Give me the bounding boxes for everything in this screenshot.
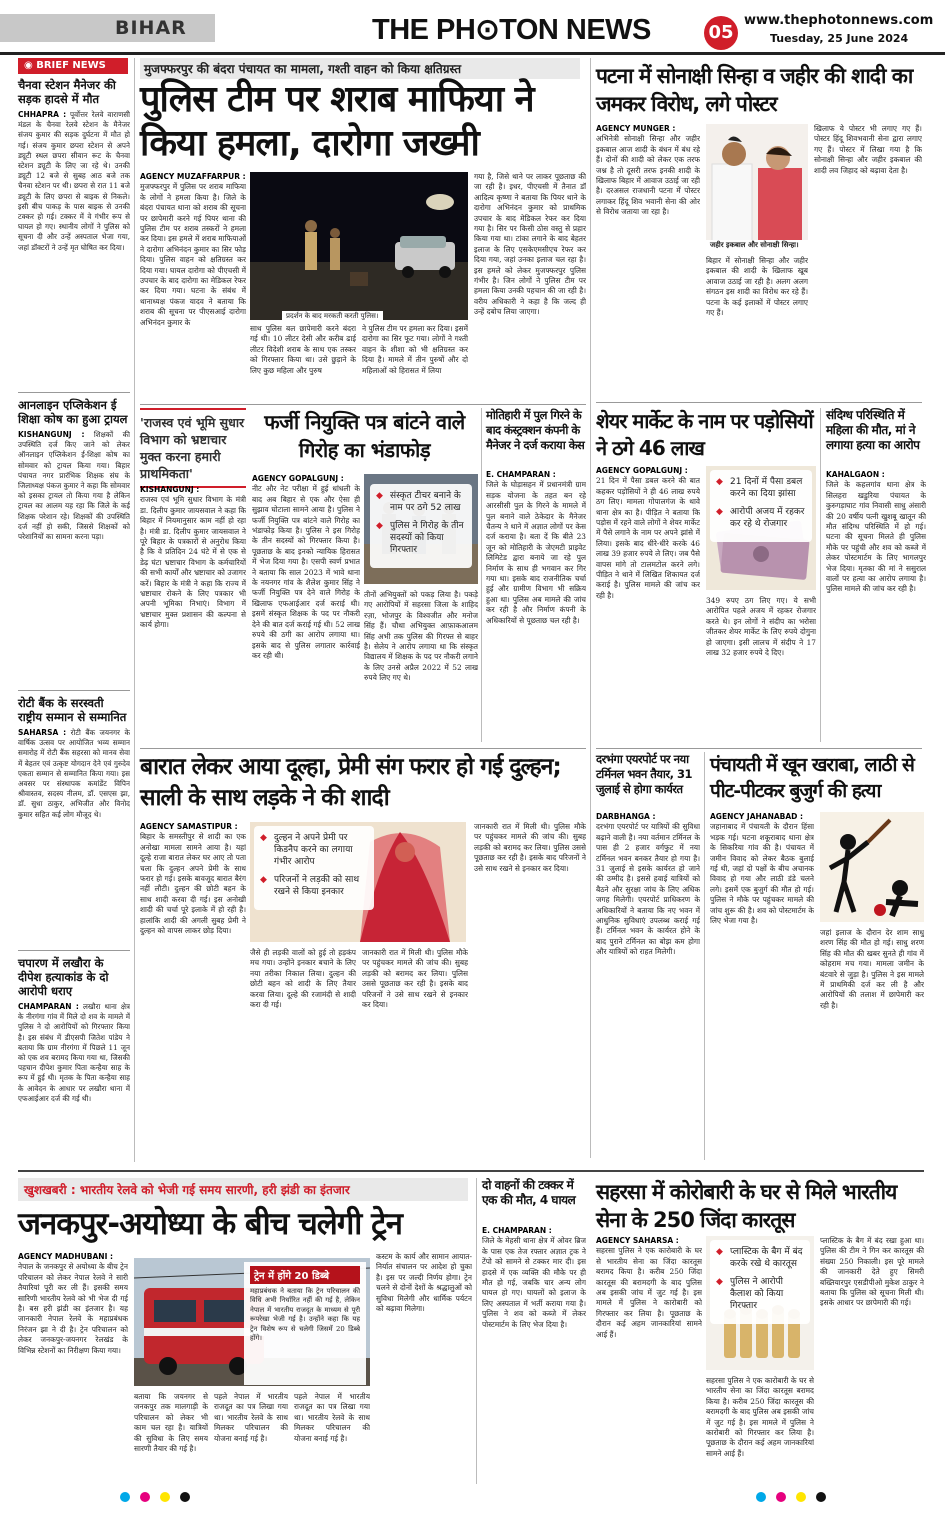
widow-headline: संदिग्ध परिस्थिति में महिला की मौत, मां ने लगाया हत्या का आरोप bbox=[826, 408, 920, 452]
brief-text: रोटी बैंक जयनगर के वार्षिक उत्सव पर आयोजित भव्य सम्मान समारोह में रोटी बैंक सहरसा को मानव सेवा में बेहतर एवं उत्कृष्ट योगदान देने एवं गुरुदेव एकता सम्मान से सम्मानित किया गया। इस अवसर पर संस्थापक कमांडेंट विपिन श्रीवास्तव, सदस्य नीलम, डॉ. एसएस झा, डॉ. सुधा ठाकुर, अभिजीत और विनोद कुमार सहित कई लोग मौजूद थे। bbox=[18, 728, 130, 819]
darbhanga-headline: दरभंगा एयरपोर्ट पर नया टर्मिनल भवन तैयार, 31 जुलाई से होगा कार्यरत bbox=[596, 752, 692, 796]
brief-body bbox=[18, 728, 130, 946]
wedding-dateline: AGENCY SAMASTIPUR : bbox=[140, 822, 238, 831]
registration-mark bbox=[756, 1492, 766, 1502]
fake-jobs-col-1 bbox=[252, 474, 360, 742]
accident-text: जिले के मेहसी थाना क्षेत्र में ओवर ब्रिज के पास एक तेज रफ्तार अज्ञात ट्रक ने टेंपो को सामने से टक्कर मार दी। इस हादसे में एक व्यक्ति की मौके पर ही मौत हो गई, जबकि चार अन्य लोग घायल हो गए। घायलों को इलाज के लिए अस्पताल में भर्ती कराया गया है। पुलिस ने शव को कब्जे में लेकर पोस्टमार्टम के लिए भेज दिया है। bbox=[482, 1236, 586, 1329]
registration-mark bbox=[796, 1492, 806, 1502]
brief-item bbox=[18, 956, 130, 1182]
share-text: 21 दिन में पैसा डबल करने की बात कहकर पड़ोसियों ने ही 46 लाख रुपये ठग लिए। मामला गोपालगंज के थावे थाना क्षेत्र का है। पीड़ित ने बताया कि पड़ोस में रहने वाले लोगों ने शेयर मार्केट में पैसे लगाने के नाम पर अपने झांसे में लिया। इसके बाद धीरे-धीरे करके 46 लाख 39 हजार रुपये ले लिए। जब पैसे वापस मांगे तो टालमटोल करने लगे। पीड़ित ने थाने में लिखित शिकायत दर्ज कराई है। पुलिस मामले की जांच कर रही है। bbox=[596, 476, 700, 600]
accident-dateline: E. CHAMPARAN : bbox=[482, 1226, 552, 1235]
train-dateline: AGENCY MADHUBANI : bbox=[18, 1252, 113, 1261]
panchayat-headline: पंचायती में खून खराबा, लाठी से पीट-पीटकर बुजुर्ग की हत्या bbox=[710, 754, 914, 802]
divider bbox=[596, 402, 922, 403]
column-rule bbox=[476, 1178, 477, 1484]
panchayat-dateline: AGENCY JAHANABAD : bbox=[710, 812, 804, 821]
brief-headline: रोटी बैंक के सरस्वती राष्ट्रीय सम्मान से सम्मानित bbox=[18, 696, 127, 724]
lead-dateline: AGENCY MUZAFFARPUR : bbox=[140, 172, 246, 181]
sonakshi-col-1 bbox=[596, 124, 700, 396]
couple-photo bbox=[706, 124, 808, 246]
train-col-3: पहले नेपाल में भारतीय राजदूत का पत्र लिखा गया था। भारतीय रेलवे के साथ मिलकर परिचालन की योजना बनाई गई है। bbox=[214, 1392, 288, 1443]
bridge-dateline: E. CHAMPARAN : bbox=[486, 470, 556, 479]
fake-jobs-col-2: तीनों अभियुक्तों को पकड़ लिया है। पकड़े गए आरोपियों में सहरसा जिला के शाहिद रज़ा, भोजपुर के विश्वजीत और मनोज सिंह हैं। चौथा अभियुक्त आफ़ाकआलम सिंह अभी तक पुलिस की गिरफ्त से बाहर है। सेलेय ने आरोप लगाया था कि संस्कृत विद्यालय में शिक्षक के पद पर नौकरी लगाने के लिए उनसे अप्रैल 2022 में 52 लाख रुपये लिए गए थे। bbox=[364, 590, 478, 683]
widow-text: जिले के कहलगांव थाना क्षेत्र के सिलहरा खडुरिया पंचायत के कुरुगड़ाघाट गांव निवासी साधु अंसारी की 20 वर्षीय पत्नी खुशबू खातून की मौत संदिग्ध परिस्थिति में हो गई। घटना की सूचना मिलते ही पुलिस मौके पर पहुंची और शव को कब्जे में लेकर पोस्टमार्टम के लिए भागलपुर भेज दिया। मृतका की मां ने ससुराल वालों पर हत्या का आरोप लगाया है। पुलिस मामले की जांच कर रही है। bbox=[826, 480, 926, 594]
bridge-headline: मोतिहारी में पुल गिरने के बाद कंस्ट्रक्शन कंपनी के मैनेजर ने दर्ज कराया केस bbox=[486, 408, 585, 452]
sonakshi-photo-caption: जहीर इकबाल और सोनाक्षी सिन्हा। bbox=[706, 240, 808, 251]
darbhanga-dateline: DARBHANGA : bbox=[596, 812, 656, 821]
share-highlights bbox=[710, 470, 812, 542]
site-url[interactable]: www.thephotonnews.com bbox=[744, 13, 934, 28]
brief-dateline: SAHARSA : bbox=[18, 728, 67, 737]
panchayat-col-2: जहां इलाज के दौरान देर शाम साधु शरण सिंह की मौत हो गई। साधु शरण सिंह की मौत की खबर सुनते ही गांव में कोहराम मच गया। मामला जमीन के बंटवारे से जुड़ा है। पुलिस ने इस मामले में प्राथमिकी दर्ज कर ली है और आरोपियों की तलाश में छापेमारी कर रही है। bbox=[820, 928, 924, 1010]
column-rule bbox=[481, 408, 482, 742]
lead-headline: पुलिस टीम पर शराब माफिया ने किया हमला, दारोगा जख्मी bbox=[140, 79, 534, 164]
lead-col-3: ने पुलिस टीम पर हमला कर दिया। इसमें दारोगा का सिर फूट गया। लोगों ने गश्ती वाहन के शीशा को भी क्षतिग्रस्त कर दिया है। मामले में तीन पुरुषों और दो महिलाओं को हिरासत में लिया bbox=[362, 324, 468, 375]
lead-photo-caption: प्रदर्शन के बाद मरकती करती पुलिस। bbox=[282, 311, 383, 322]
lead-photo bbox=[250, 172, 468, 320]
divider bbox=[140, 404, 586, 405]
registration-mark bbox=[140, 1492, 150, 1502]
sonakshi-col-3: खिलाफ ये पोस्टर भी लगाए गए हैं। पोस्टर हिंदू शिवभवानी सेना द्वारा लगाए गए हैं। पोस्टर में लिखा गया है कि सोनाक्षी सिन्हा और जहीर इकबाल की शादी लव जिहाद को बढ़ावा देता है। bbox=[814, 124, 922, 175]
highlight-item: ◆ परिजनों ने लड़की को साथ रखने से किया इनकार bbox=[260, 874, 368, 898]
panchayat-text: जहानाबाद में पंचायती के दौरान हिंसा भड़क गई। घटना शकूराबाद थाना क्षेत्र के सिकरिया गांव की है। पंचायत में जमीन विवाद को लेकर बैठक बुलाई गई थी, जहां दो पक्षों के बीच अचानक विवाद हो गया और लाठी डंडे चलने लगे। इसमें एक बुजुर्ग की मौत हो गई। पुलिस ने मौके पर पहुंचकर मामले की जांच शुरू की है। शव को पोस्टमार्टम के लिए भेजा गया है। bbox=[710, 822, 814, 926]
brief-body bbox=[18, 430, 130, 665]
accident-body bbox=[482, 1226, 586, 1480]
lead-kicker: मुजफ्फरपुर की बंदरा पंचायत का मामला, गश्ती वाहन को किया क्षतिग्रस्त bbox=[140, 58, 580, 79]
sonakshi-dateline: AGENCY MUNGER : bbox=[596, 124, 676, 133]
quote-box: 'राजस्व एवं भूमि सुधार विभाग को भ्रष्टाचार मुक्त करना हमारी प्राथमिकता' bbox=[140, 408, 246, 488]
sonakshi-headline: पटना में सोनाक्षी सिन्हा व जहीर की शादी का जमकर विरोध, लगे पोस्टर bbox=[596, 64, 913, 116]
brief-dateline: CHAMPARAN : bbox=[18, 1002, 79, 1011]
share-dateline: AGENCY GOPALGUNJ : bbox=[596, 466, 688, 475]
fake-jobs-highlights bbox=[370, 484, 472, 568]
panchayat-col-1 bbox=[710, 812, 814, 1160]
fake-jobs-dateline: AGENCY GOPALGUNJ : bbox=[252, 474, 344, 483]
lead-col-1 bbox=[140, 172, 246, 400]
share-col-2: 349 रुपए ठग लिए गए। ये सभी आरोपित पहले अजय में रहकर रोजगार करते थे। इन लोगों ने संदीप का भरोसा जीतकर शेयर मार्केट के लिए रुपये दोगुना हो जाएगा। इसी लालच में संदीप ने 17 लाख 32 हजार रुपये दे दिए। bbox=[706, 596, 816, 658]
lead-text-1: मुजफ्फरपुर में पुलिस पर शराब माफिया के लोगों ने हमला किया है। जिले के बंदरा पंचायत थाना को शराब की सूचना पर छापेमारी करने गई पियर थाना की पुलिस टीम पर शराब तस्करों ने हमला कर दिया। इस हमले में शराब माफियाओं ने दारोगा अभिनंदन कुमार का सिर फोड़ दिया। पुलिस वाहन को क्षतिग्रस्त कर दिया गया। घायल दारोगा को पीएचसी में उपचार के बाद दारोगा का मेडिकल रेफर कर दिया गया। घटना के संबंध में थानाध्यक्ष पंकज यादव ने बताया कि शराब की सूचना पर पीएसआई दारोगा अभिनंदन कुमार के bbox=[140, 182, 246, 327]
brief-label-text: BRIEF NEWS bbox=[36, 60, 106, 71]
highlight-item: ◆ 21 दिनों में पैसा डबल करने का दिया झांसा bbox=[716, 476, 806, 500]
section-label: BIHAR bbox=[115, 17, 187, 39]
divider bbox=[140, 748, 586, 749]
divider bbox=[596, 748, 922, 749]
darbhanga-text: दरभंगा एयरपोर्ट पर यात्रियों की सुविधा बढ़ाने वाली है। नया वर्तमान टर्मिनल के पास ही 2 हजार वर्गफुट में नया टर्मिनल भवन बनकर तैयार हो गया है। 31 जुलाई से इसके कार्यरत हो जाने की उम्मीद है। इससे हवाई यात्रियों को बैठने और सुरक्षा जांच के लिए अधिक जगह मिलेगी। एयरपोर्ट प्राधिकरण के अधिकारियों ने बताया कि नए भवन में आधुनिक सुविधाएं उपलब्ध कराई गई हैं। टर्मिनल भवन के कार्यरत होने के बाद पुराने टर्मिनल का बोझ कम होगा और यात्रियों को राहत मिलेगी। bbox=[596, 822, 700, 957]
registration-mark bbox=[160, 1492, 170, 1502]
page-number: 05 bbox=[704, 16, 738, 50]
bottom-band-rule bbox=[18, 1170, 924, 1172]
registration-mark bbox=[120, 1492, 130, 1502]
brief-body bbox=[18, 1002, 130, 1182]
column-rule bbox=[704, 752, 705, 1160]
divider bbox=[18, 392, 130, 393]
train-highlight-box bbox=[244, 1262, 366, 1385]
quote-text: राजस्व एवं भूमि सुधार विभाग के मंत्री डा. दिलीप कुमार जायसवाल ने कहा कि बिहार में नियमानुसार काम नहीं हो रहा है। मंत्री डा. दिलीप कुमार जायसवाल ने पूरे बिहार के पत्रकारों से अनुरोध किया है कि वे प्रतिदिन 24 घंटे में से एक से डेढ़ घंटा भ्रष्टाचार विभाग के कर्मचारियों की सभी कार्यों और भ्रष्टाचार को उजागर करें। बिहार के मंत्री ने कहा कि राज्य में भ्रष्टाचार रोकने के लिए पत्रकार भी अपनी भूमिका निभाएं। विभाग में भ्रष्टाचार मुक्त प्रशासन की कल्पना से कार्य होगा। bbox=[140, 495, 246, 630]
fake-jobs-headline: फर्जी नियुक्ति पत्र बांटने वाले गिरोह का भंडाफोड़ bbox=[264, 410, 465, 462]
quote-dateline: KISHANGUNJ : bbox=[140, 485, 200, 494]
bridge-text: जिले के घोड़ासहन में प्रधानमंत्री ग्राम सड़क योजना के तहत बन रहे आरसीसी पुल के गिरने के मामले में पुल बनाने वाले ठेकेदार के मैनेजर चैतन्य ने थाने में अज्ञात लोगों पर केस दर्ज कराया है। बता दें कि बीते 23 जून को मोतिहारी के जेएमटी प्राइवेट लिमिटेड द्वारा बनाये जा रहे पुल निर्माण के साथ ही भगवान कर गिर गया था। इसके बाद राजनीतिक चर्चा हुई और ग्रामीण विभाग भी सक्रिय हुआ था। पुलिस अब मामले की जांच कर रही है और निर्माण कंपनी के अधिकारियों से पूछताछ चल रही है। bbox=[486, 480, 586, 625]
train-col-1 bbox=[18, 1252, 128, 1480]
cartridge-dateline: AGENCY SAHARSA : bbox=[596, 1236, 679, 1245]
highlight-item: ◆ संस्कृत टीचर बनाने के नाम पर ठगे 52 लाख bbox=[376, 490, 466, 514]
brief-item bbox=[18, 398, 130, 665]
train-highlight-title: ट्रेन में होंगे 20 डिब्बे bbox=[250, 1266, 360, 1284]
wedding-highlights bbox=[254, 826, 374, 910]
train-col-3b: पहले नेपाल में भारतीय राजदूत का पत्र लिखा गया था। भारतीय रेलवे के साथ मिलकर परिचालन की योजना बनाई गई है। bbox=[294, 1392, 370, 1443]
brief-icon: ◉ bbox=[24, 60, 37, 71]
lead-col-4: गया है, जिसे थाने पर लाकर पूछताछ की जा रही है। इधर, पीएचसी में तैनात डॉ आदित्य कृष्णा ने बताया कि पियर थाने के दारोगा अभिनंदन कुमार को प्राथमिक उपचार के बाद मेडिकल रेफर कर दिया गया है। सिर पर किसी ठोस वस्तु से प्रहार किया गया था। टांका लगाने के बाद बेहतर इलाज के लिए एसकेएमसीएच रेफर कर दिया गया, जहां उनका इलाज चल रहा है। इस हमले को लेकर मुजफ्फरपुर पुलिस गंभीर है। जिन लोगों ने पुलिस टीम पर हमला किया उनकी पहचान की जा रही है। वरीय अधिकारी ने कहा है कि जल्द ही उन्हें दबोच लिया जाएगा। bbox=[474, 172, 586, 317]
cartridge-highlights bbox=[710, 1240, 810, 1324]
cartridge-text: सहरसा पुलिस ने एक कारोबारी के घर से भारतीय सेना का जिंदा कारतूस बरामद किया है। करीब 250 जिंदा कारतूस की बरामदगी के बाद पुलिस अब इसकी जांच में जुट गई है। इस मामले में पुलिस ने कारोबारी को गिरफ्तार कर लिया है। पूछताछ के दौरान कई अहम जानकारियां सामने आई हैं। bbox=[596, 1246, 702, 1339]
section-tab bbox=[0, 14, 215, 42]
cartridge-col-3: प्लास्टिक के बैग में बंद रखा हुआ था। पुलिस की टीम ने गिन कर कारतूस की संख्या 250 निकाली। इस पूरे मामले की जानकारी देते हुए सिमरी बख्तियारपुर एसडीपीओ मुकेश ठाकुर ने बताया कि पुलिस को सूचना मिली थी। इसके आधार पर छापेमारी की गई। bbox=[820, 1236, 924, 1308]
highlight-item: ◆ दुल्हन ने अपने प्रेमी पर किडनैप करने का लगाया गंभीर आरोप bbox=[260, 832, 368, 868]
lead-col-2: साथ पुलिस बल छापेमारी करने बंदरा गई थी। 10 लीटर देसी और करीब ढाई लीटर विदेशी शराब के साथ एक तस्कर को गिरफ्तार किया था। उसे छुड़ाने के लिए कुछ महिला और पुरुष bbox=[250, 324, 356, 375]
wedding-col-4: जानकारी रात में मिली थी। पुलिस मौके पर पहुंचकर मामले की जांच की। सुबह लड़की को बरामद कर लिया। पुलिस उससे पूछताछ कर रही है। इसके बाद परिजनों ने उसे साथ रखने से इनकार कर दिया। bbox=[474, 822, 586, 873]
brief-headline: चैनवा स्टेशन मैनेजर की सड़क हादसे में मौत bbox=[18, 78, 116, 106]
brief-dateline: KISHANGUNJ : bbox=[18, 430, 85, 439]
brief-item bbox=[18, 696, 130, 946]
wedding-text: बिहार के समस्तीपुर से शादी का एक अनोखा मामला सामने आया है। यहां दूल्हे राजा बारात लेकर घर आए तो पता चला कि दुल्हन अपने प्रेमी के साथ फरार हो गई। इसके बावजूद बारात बैरंग नहीं लौटी। दुल्हन की छोटी बहन के साथ शादी करवा दी गई। इस अनोखी शादी की चर्चा पूरे इलाके में हो रही है। हालांकि शादी की अगली सुबह प्रेमी ने दुल्हन को वापस लाकर छोड़ दिया। bbox=[140, 832, 246, 936]
sonakshi-text: अभिनेत्री सोनाक्षी सिन्हा और जहीर इकबाल आज शादी के बंधन में बंध रहे हैं। दोनों की शादी को लेकर एक तरफ जश्न है तो दूसरी तरफ इनकी शादी के खिलाफ बिहार में आवाज उठाई जा रही है। दरअसल राजधानी पटना में पोस्टर लगाकर हिंदू शिव भवानी सेना की ओर से विरोध जताया जा रहा है। bbox=[596, 134, 700, 217]
newspaper-title: THE PH⊙TON NEWS bbox=[372, 14, 651, 46]
issue-date: Tuesday, 25 June 2024 bbox=[770, 32, 909, 45]
train-kicker-text: खुशखबरी : भारतीय रेलवे को भेजी गई समय सारणी, हरी झंडी का इंतजार bbox=[24, 1183, 350, 1197]
wedding-col-3: जानकारी रात में मिली थी। पुलिस मौके पर पहुंचकर मामले की जांच की। सुबह लड़की को बरामद कर लिया। पुलिस उससे पूछताछ कर रही है। इसके बाद परिजनों ने उसे साथ रखने से इनकार कर दिया। bbox=[362, 948, 468, 1010]
highlight-item: ◆ प्लास्टिक के बैग में बंद करके रखे थे कारतूस bbox=[716, 1246, 804, 1270]
train-col-2: बताया कि जयनगर से जनकपुर तक मालगाड़ी के परिचालन को लेकर भी काम चल रहा है। यात्रियों की सुविधा के लिए समय सारणी तैयार की गई है। bbox=[134, 1392, 208, 1454]
brief-item bbox=[18, 78, 130, 405]
brief-text: लखौरा थाना क्षेत्र के नीरगंगा गांव में मिले दो शव के मामले में पुलिस ने दो आरोपियों को गिरफ्तार किया है। इस संबंध में डीएसपी जितेश पांडेय ने बताया कि ग्राम नीरगंगा में पिछले 11 जून को एक शव बरामद किया गया था, जिसकी पहचान दीपेश कुमार पिता कन्हैया साह के रूप में हुई थी। मृतक के पिता कन्हैया साह के आवेदन के आधार पर लखौरा थाना में एफआईआर दर्ज की गई थी। bbox=[18, 1002, 130, 1103]
quote-body bbox=[140, 485, 246, 740]
train-highlight-body: महाप्रबंधक ने बताया कि ट्रेन परिचालन की विधि अभी निर्धारित नहीं की गई है, लेकिन नेपाल में भारतीय राजदूत के माध्यम से पूरी रूपरेखा भेजी गई है। उन्होंने कहा कि यह ट्रेन विशेष रूप से चलेगी जिसमें 20 डिब्बे होंगे। bbox=[250, 1287, 360, 1343]
train-headline: जनकपुर-अयोध्या के बीच चलेगी ट्रेन bbox=[18, 1206, 402, 1242]
cartridge-col-1 bbox=[596, 1236, 702, 1480]
brief-headline: आनलाइन एप्लिकेशन ई शिक्षा कोष का हुआ ट्रायल bbox=[18, 398, 128, 426]
widow-dateline: KAHALGAON : bbox=[826, 470, 885, 479]
train-col-4: कस्टम के कार्य और सामान आयात-निर्यात संचालन पर आदेश हो चुका है। इस पर जल्दी निर्णय होगा। ट्रेन चलने से दोनों देशों के श्रद्धालुओं को सुविधा मिलेगी और धार्मिक पर्यटन को बढ़ावा मिलेगा। bbox=[376, 1252, 472, 1314]
highlight-item: ◆ आरोपी अजय में रहकर कर रहे थे रोजगार bbox=[716, 506, 806, 530]
divider bbox=[18, 950, 130, 951]
brief-dateline: CHHAPRA : bbox=[18, 110, 67, 119]
divider bbox=[18, 690, 130, 691]
column-rule bbox=[590, 58, 591, 1158]
accident-headline: दो वाहनों की टक्कर में एक की मौत, 4 घायल bbox=[482, 1178, 576, 1207]
train-kicker bbox=[18, 1178, 468, 1201]
registration-mark bbox=[180, 1492, 190, 1502]
registration-mark bbox=[776, 1492, 786, 1502]
registration-mark bbox=[816, 1492, 826, 1502]
brief-body bbox=[18, 110, 130, 405]
masthead-rule bbox=[0, 52, 945, 55]
column-rule bbox=[820, 408, 821, 742]
widow-body bbox=[826, 470, 926, 742]
police-night-scene bbox=[250, 172, 468, 320]
share-col-1 bbox=[596, 466, 700, 742]
cartridge-headline: सहरसा में कोरोबारी के घर से मिले भारतीय सेना के 250 जिंदा कारतूस bbox=[596, 1180, 897, 1232]
wedding-headline: बारात लेकर आया दूल्हा, प्रेमी संग फरार हो गई दुल्हन; साली के साथ लड़के ने की शादी bbox=[140, 754, 561, 811]
highlight-item: ◆ पुलिस ने आरोपी कैलाश को किया गिरफ्तार bbox=[716, 1276, 804, 1312]
bridge-body bbox=[486, 470, 586, 742]
brief-headline: चपारण में लखौरा के दीपेश हत्याकांड के दो आरोपी धराए bbox=[18, 956, 109, 998]
train-text: नेपाल के जनकपुर से अयोध्या के बीच ट्रेन परिचालन को लेकर नेपाल रेलवे ने सारी तैयारियां पूरी कर ली हैं। इसकी समय सारिणी भारतीय रेलवे को भी भेज दी गई है। बस हरी झंडी का इंतजार है। यह जानकारी नेपाल रेलवे के महाप्रबंधक निरंजन झा ने दी है। ट्रेन परिचालन को लेकर जनकपुर-जयनगर रेलखंड के विभिन्न स्टेशनों का निरीक्षण किया गया। bbox=[18, 1262, 128, 1355]
cartridge-col-2: सहरसा पुलिस ने एक कारोबारी के घर से भारतीय सेना का जिंदा कारतूस बरामद किया है। करीब 250 जिंदा कारतूस की बरामदगी के बाद पुलिस अब इसकी जांच में जुट गई है। इस मामले में पुलिस ने कारोबारी को गिरफ्तार कर लिया है। पूछताछ के दौरान कई अहम जानकारियां सामने आई हैं। bbox=[706, 1376, 814, 1458]
wedding-col-2: जैसे ही लड़की वालों को हुई तो हड़कंप मच गया। उन्होंने इनकार बचाने के लिए नया तरीका निकाल लिया। दुल्हन की छोटी बहन को शादी के लिए तैयार करवा लिया। दूल्हे की रजामंदी से शादी करा दी गई। bbox=[250, 948, 356, 1010]
wedding-col-1 bbox=[140, 822, 246, 1160]
brief-text: पूर्वोत्तर रेलवे वाराणसी मंडल के चैनवा रेलवे स्टेशन के मैनेजर संजय कुमार की सड़क दुर्घटना में मौत हो गई। संजय कुमार छपरा स्टेशन से अपने ड्यूटी स्थल छपरा सीवान रूट के चैनवा स्टेशन ड्यूटी के लिए जा रहे थे। उनकी ड्यूटी 12 बजे से सुबह आठ बजे तक चैनवा स्टेशन पर थी। छपरा से रात 11 बजे ड्यूटी के लिए छपरा से बाइक से निकले। इसी बीच पाकड़ के पास बाइक से उनकी टक्कर हो गई। टक्कर में वे गंभीर रूप से घायल हो गए। स्थानीय लोगों ने पुलिस को सूचना दी और उन्हें अस्पताल भेजा गया, जहां डॉक्टरों ने उन्हें मृत घोषित कर दिया। bbox=[18, 110, 130, 252]
brief-news-label bbox=[18, 58, 128, 74]
sonakshi-col-2: बिहार में सोनाक्षी सिन्हा और जहीर इकबाल की शादी के खिलाफ खूब आवाज उठाई जा रही है। अलग अलग संगठन इस शादी का विरोध कर रहे हैं। पटना के कई इलाकों में पोस्टर लगाए गए हैं। bbox=[706, 256, 808, 318]
darbhanga-body bbox=[596, 812, 700, 1160]
fake-jobs-text: नीट और नेट परीक्षा में हुई धांधली के बाद अब बिहार से एक और ऐसा ही सुझाव घोटाला सामने आया है। पुलिस ने फर्जी नियुक्ति पत्र बांटने वाले गिरोह का भंडाफोड़ किया है। पुलिस ने इस गिरोह के तीन सदस्यों को गिरफ्तार किया है। पूछताछ के बाद इनको न्यायिक हिरासत में भेज दिया गया है। एसपी स्वर्ण प्रभात ने बताया कि साल 2023 में भावे थाना के नयनगर गांव के शैलेश कुमार सिंह ने फर्जी नियुक्ति पत्र देने वाले गिरोह के खिलाफ एफआईआर दर्ज कराई थी। इसमें संस्कृत शिक्षक के पद पर नौकरी देने की बात दर्ज कराई गई थी। 52 लाख रुपये की ठगी का आरोप लगाया था। इसके बाद से पुलिस लगातार कार्रवाई कर रही थी। bbox=[252, 484, 360, 660]
column-rule bbox=[134, 58, 135, 1162]
sonakshi-photo bbox=[706, 124, 808, 246]
assault-silhouette bbox=[820, 812, 924, 922]
highlight-item: ◆ पुलिस ने गिरोह के तीन सदस्यों को किया गिरफ्तार bbox=[376, 520, 466, 556]
brief-text: शिक्षकों की उपस्थिति दर्ज किए जाने को लेकर ऑनलाइन एप्लिकेशन ई-शिक्षा कोष का सोमवार को ट्रायल किया गया। बिहार पंचायत नगर प्रारंभिक शिक्षक संघ के जिलाध्यक्ष पंकज कुमार ने कहा कि सोमवार को इसका ट्रायल तो किया गया है लेकिन ट्रायल का आलम यह रहा कि जिले के कई शिक्षक परेशान रहे। शिक्षकों की उपस्थिति दर्ज नहीं हो सकी, जिससे शिक्षकों को परेशानियों का सामना करना पड़ा। bbox=[18, 430, 130, 542]
panchayat-illustration bbox=[820, 812, 924, 922]
share-headline: शेयर मार्केट के नाम पर पड़ोसियों ने ठगे 46 लाख bbox=[596, 409, 813, 460]
